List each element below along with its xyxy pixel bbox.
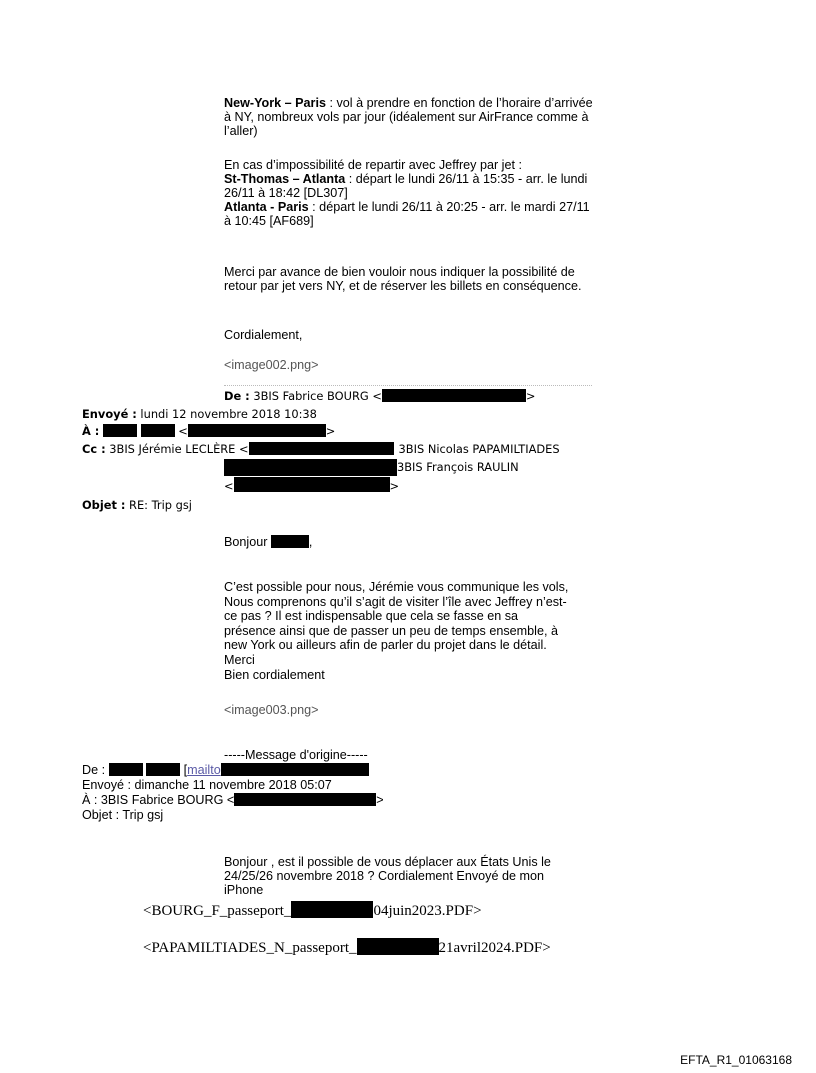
email3-from (82, 763, 369, 777)
redaction (141, 424, 175, 437)
paragraph-alternative-flights (224, 158, 594, 228)
to-lt: < (178, 424, 188, 438)
redaction (234, 793, 376, 806)
cc-label: Cc : (82, 442, 106, 456)
redaction-block (224, 459, 397, 476)
from-end: > (525, 389, 536, 403)
document-id: EFTA_R1_01063168 (680, 1053, 792, 1067)
subject-label: Objet : (82, 498, 126, 512)
email2-to (82, 424, 335, 439)
attachment-suffix: 21avril2024.PDF> (438, 940, 551, 956)
redaction (188, 424, 326, 437)
redaction (291, 901, 373, 918)
email2-body (224, 580, 604, 682)
attachment-papamiltiades[interactable] (143, 938, 551, 955)
to-label: À : (82, 424, 100, 438)
greeting-end: , (308, 535, 313, 549)
from-value: 3BIS Fabrice BOURG < (249, 389, 382, 403)
email2-cc (82, 442, 560, 457)
body-line: présence ainsi que de passer un peu de temps ensemble, à (224, 623, 558, 638)
to-text: À : 3BIS Fabrice BOURG < (82, 793, 235, 807)
paragraph-request-return: Merci par avance de bien vouloir nous indiquer la possibilité de retour par jet vers NY, et de réserver les billets en conséquence. (224, 265, 582, 293)
image-placeholder-2: <image003.png> (224, 703, 319, 717)
image-placeholder-1: <image002.png> (224, 358, 319, 372)
email3-to (82, 793, 384, 807)
attachment-prefix: <BOURG_F_passeport_ (143, 903, 292, 919)
attachment-suffix: 04juin2023.PDF> (373, 903, 482, 919)
sent-label: Envoyé : (82, 407, 137, 421)
body-line: Bien cordialement (224, 667, 325, 682)
route-st-thomas-atlanta-text: : départ le lundi 26/11 à 15:35 - arr. le lundi 26/11 à 18:42 [DL307] (224, 172, 588, 200)
route-new-york-paris: New-York – Paris (224, 96, 326, 110)
email3-subject: Objet : Trip gsj (82, 808, 164, 822)
body-line: Nous comprenons qu’il s’agit de visiter l’île avec Jeffrey n’est- (224, 594, 567, 609)
route-new-york-paris-text: : vol à prendre en fonction de l’horaire d’arrivée à NY, nombreux vols par jour (idéalement sur AirFrance comme à l’aller) (224, 96, 593, 138)
greeting-text: Bonjour (224, 535, 268, 549)
email2-from (224, 389, 535, 404)
email2-subject (82, 498, 192, 513)
redaction (249, 442, 394, 455)
to-gt: > (325, 424, 336, 438)
redaction (382, 389, 526, 402)
body-line: Merci (224, 652, 255, 667)
redaction (271, 535, 309, 548)
redaction (146, 763, 180, 776)
separator-line (224, 385, 592, 386)
mailto-link[interactable]: mailto (187, 763, 221, 777)
mailto-bracket: [ (183, 763, 188, 777)
attachment-bourg[interactable] (143, 901, 482, 918)
redaction (357, 938, 439, 955)
email2-sent (82, 407, 317, 422)
flight-st-thomas-atlanta (224, 172, 594, 200)
to-gt: > (376, 793, 384, 807)
route-st-thomas-atlanta: St-Thomas – Atlanta (224, 172, 346, 186)
cc-line-3 (224, 477, 399, 494)
redaction (234, 477, 390, 492)
original-message-marker: -----Message d'origine----- (224, 748, 368, 762)
redaction (103, 424, 137, 437)
email3-sent: Envoyé : dimanche 11 novembre 2018 05:07 (82, 778, 332, 792)
redaction (221, 763, 369, 776)
from-label: De : (224, 389, 250, 403)
paragraph-new-york-paris (224, 96, 594, 138)
redaction (109, 763, 143, 776)
cc-francois: 3BIS François RAULIN (397, 460, 519, 474)
alternative-intro: En cas d’impossibilité de repartir avec Jeffrey par jet : (224, 158, 522, 172)
cc-lt: < (224, 479, 234, 493)
body-line: C’est possible pour nous, Jérémie vous communique les vols, (224, 580, 569, 594)
sent-value: lundi 12 novembre 2018 10:38 (136, 407, 317, 421)
route-atlanta-paris: Atlanta - Paris (224, 200, 309, 214)
cc-value: 3BIS Jérémie LECLÈRE < (105, 442, 249, 456)
closing-cordialement: Cordialement, (224, 328, 303, 342)
cc-gt: > (389, 479, 400, 493)
cc-nicolas: 3BIS Nicolas PAPAMILTIADES (398, 442, 560, 456)
body-line: ce pas ? Il est indispensable que cela se fasse en sa (224, 609, 519, 624)
flight-atlanta-paris (224, 200, 594, 228)
email3-body: Bonjour , est il possible de vous déplacer aux États Unis le 24/25/26 novembre 2018 ? Cordialement Envoyé de mon iPhone (224, 855, 551, 897)
route-atlanta-paris-text: : départ le lundi 26/11 à 20:25 - arr. le mardi 27/11 à 10:45 [AF689] (224, 200, 590, 228)
attachment-prefix: <PAPAMILTIADES_N_passeport_ (143, 940, 357, 956)
from-label: De : (82, 763, 106, 777)
subject-value: RE: Trip gsj (125, 498, 192, 512)
email2-greeting (224, 535, 594, 549)
body-line: new York ou ailleurs afin de parler du projet dans le détail. (224, 638, 547, 653)
